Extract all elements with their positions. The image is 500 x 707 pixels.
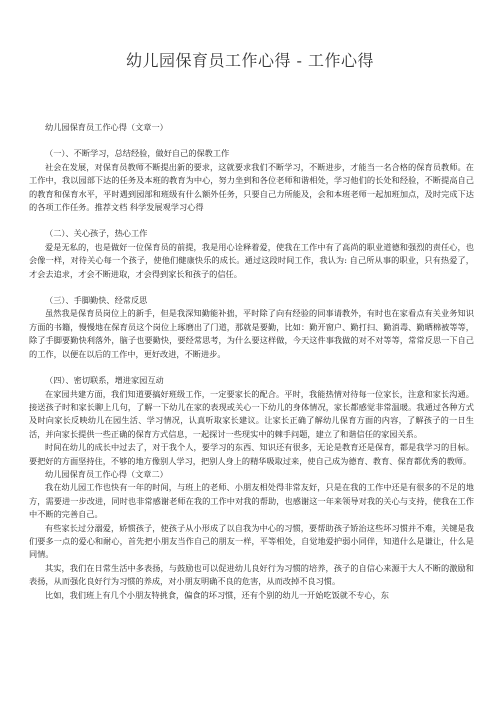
page-title: 幼儿园保育员工作心得 - 工作心得 [125, 51, 375, 70]
section-paragraph: 在家园共建方面，我们知道要搞好班级工作，一定要家长的配合。平时，我能热情对待每一位家长，注意和家长沟通。接送孩子时和家长聊上几句，了解一下幼儿在家的表现或关心一下幼儿的身体情况，家长都感觉非常温暖。我通过各种方式及时向家长反映幼儿在园生活、学习情况，认真听取家长建议。让家长正确了解幼儿保育方面的内容，了解孩子的一日生活，并向家长提供一些正确的保育方式信息，一起探讨一些现实中的棘手问题，建立了和谐信任的家园关系。 [29, 388, 474, 439]
article-subtitle: 幼儿园保育员工作心得（文章一） [45, 122, 168, 132]
article-paragraph: 其实，我们在日常生活中多表扬，与鼓励也可以促进幼儿良好行为习惯的培养，孩子的自信心来源于大人不断的激励和表扬，从而强化良好行为习惯的养成，对小朋友明确不良的危害，从而改掉不良习惯。 [29, 562, 474, 587]
article-paragraph: 有些家长过分溺爱，娇惯孩子，使孩子从小形成了以自我为中心的习惯，要帮助孩子矫治这些坏习惯并不难，关键是我们要多一点的爱心和耐心，首先把小朋友当作自己的朋友一样，平等相处，自觉地爱护弱小同伴，知道什么是谦让，什么是同情。 [29, 522, 474, 560]
section-paragraph: 社会在发展，对保育员教师不断提出新的要求，这就要求我们不断学习，不断进步，才能当一名合格的保育员教师。在工作中，我以园部下达的任务及本班的教育为中心，努力坐到和各位老师和谐相处，学习他们的长处和经验，不断提高自己的教育和保育水平，平时遇到园部和班级有什么额外任务，只要自己力所能及，会和本班老师一起加班加点，及时完成下达的各项工作任务。推荐文档 科学发展观学习心得 [29, 161, 474, 213]
section-paragraph: 虽然我是保育员岗位上的新手，但是我深知勤能补拙，平时除了向有经验的同事请教外，有时也在家看点有关业务知识方面的书籍，慢慢地在保育员这个岗位上琢磨出了门道，那就是要勤，比如：勤开窗户、勤打扫、勤消毒、勤晒棉被等等，除了手脚要勤快利落外，脑子也要勤快，要经常思考，为什么要这样做，今天这件事我做的对不对等等，常常反思一下自己的工作，以便在以后的工作中，更好改进，不断进步。 [29, 308, 474, 359]
section-heading: （二）、关心孩子，热心工作 [45, 228, 148, 239]
section-heading: （四）、密切联系，增进家园互动 [45, 375, 164, 386]
section-paragraph: 爱是无私的，也是做好一位保育员的前提，我是用心诠释着爱，使我在工作中有了高尚的职业道德和强烈的责任心，也会像一样，对待关心每一个孩子，使他们健康快乐的成长。通过这段时间工作，我认为: 自己所从事的职业，只有热爱了，才会去追求，才会不断进取，才会得到家长和孩子的信任。 [29, 241, 474, 279]
document-body [29, 121, 474, 602]
section-heading: （三）、手脚勤快、经常反思 [45, 295, 148, 306]
article-paragraph: 我在幼儿园工作也快有一年的时间，与班上的老师、小朋友相处得非常友好，只是在我的工作中还是有很多的不足的地方，需要进一步改进，同时也非常感谢老师在我的工作中对我的帮助，也感谢这一年来领导对我的关心与支持，使我在工作中不断的完善自己。 [29, 482, 474, 520]
section-paragraph: 时间在幼儿的成长中过去了，对于我个人，要学习的东西、知识还有很多，无论是教育还是保育，都是我学习的目标。要把好的方面坚持住，不够的地方像别人学习，把别人身上的精华吸取过来，使自己成为德育、教育、保育都优秀的教师。 [29, 442, 474, 466]
section-heading: （一）、不断学习，总结经验，做好自己的保教工作 [45, 148, 230, 159]
article-paragraph: 比如，我们班上有几个小朋友特挑食，偏食的坏习惯，还有个别的幼儿一开始吃饭就不专心，东 [45, 589, 389, 600]
article-subtitle: 幼儿园保育员工作心得（文章二） [45, 468, 168, 479]
